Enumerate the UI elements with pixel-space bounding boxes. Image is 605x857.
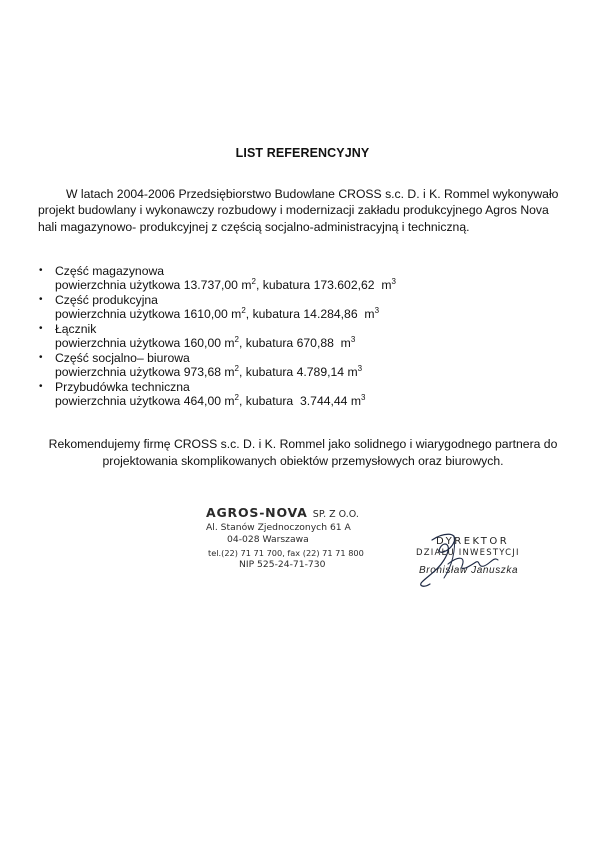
bullet-icon: • bbox=[39, 352, 43, 363]
signature-block bbox=[414, 536, 584, 606]
item-detail: powierzchnia użytkowa 13.737,00 $m^2$, kubatura 173.602,62 $m^3$ bbox=[55, 277, 396, 292]
volume-value: 3.744,44 bbox=[300, 394, 348, 408]
bullet-icon: • bbox=[39, 323, 43, 334]
stamp-company-suffix: SP. Z O.O. bbox=[312, 509, 359, 520]
area-value: 13.737,00 bbox=[183, 278, 238, 292]
stamp-company bbox=[206, 506, 406, 522]
item-detail: powierzchnia użytkowa 1610,00 $m^2$, kubatura 14.284,86 $m^3$ bbox=[55, 306, 380, 321]
building-parts-list bbox=[38, 264, 568, 409]
area-unit: m bbox=[231, 307, 242, 321]
volume-unit-exponent: 3 bbox=[357, 364, 363, 373]
area-unit-exponent: 2 bbox=[251, 277, 256, 286]
volume-label: kubatura bbox=[245, 394, 294, 408]
intro-paragraph: W latach 2004-2006 Przedsiębiorstwo Budowlane CROSS s.c. D. i K. Rommel wykonywało projekt budowlany i wykonawczy rozbudowy i modernizacji zakładu produkcyjnego Agros Nova hali magazynowo- produkcyjnej z częścią socjalno-administracyjną i techniczną. bbox=[38, 187, 559, 234]
item-name: Łącznik bbox=[55, 322, 97, 336]
volume-value: 14.284,86 bbox=[303, 307, 358, 321]
item-name: Część socjalno– biurowa bbox=[55, 351, 190, 365]
signature-printed-name: Bronisław Januszka bbox=[419, 565, 519, 576]
bullet-icon: • bbox=[39, 381, 43, 392]
area-value: 160,00 bbox=[183, 336, 221, 350]
volume-value: 670,88 bbox=[296, 336, 334, 350]
area-unit: m bbox=[224, 394, 235, 408]
area-value: 464,00 bbox=[183, 394, 221, 408]
volume-label: kubatura bbox=[245, 336, 294, 350]
stamp-city: 04-028 Warszawa bbox=[227, 534, 309, 546]
volume-unit: m bbox=[340, 336, 351, 350]
volume-label: kubatura bbox=[252, 307, 300, 321]
area-unit-exponent: 2 bbox=[234, 335, 239, 344]
item-detail: powierzchnia użytkowa 973,68 $m^2$, kubatura 4.789,14 $m^3$ bbox=[55, 364, 363, 379]
letter-title: LIST REFERENCYJNY bbox=[235, 146, 370, 160]
area-value: 973,68 bbox=[183, 365, 221, 379]
item-name: Część produkcyjna bbox=[55, 293, 158, 307]
signature-department: DZIAŁU INWESTYCJI bbox=[416, 548, 520, 558]
volume-unit: m bbox=[381, 278, 392, 292]
area-unit: m bbox=[241, 278, 252, 292]
list-item bbox=[38, 264, 568, 293]
area-label: powierzchnia użytkowa bbox=[55, 365, 181, 379]
area-unit: m bbox=[224, 336, 235, 350]
area-unit-exponent: 2 bbox=[234, 364, 239, 373]
stamp-phone: tel.(22) 71 71 700, fax (22) 71 71 800 bbox=[208, 547, 364, 558]
volume-unit-exponent: 3 bbox=[361, 393, 366, 402]
stamp-address: Al. Stanów Zjednoczonych 61 A bbox=[206, 522, 351, 533]
volume-unit-exponent: 3 bbox=[391, 277, 396, 286]
area-label: powierzchnia użytkowa bbox=[55, 394, 181, 408]
closing-paragraph: Rekomendujemy firmę CROSS s.c. D. i K. Rommel jako solidnego i wiarygodnego partnera do projektowania skomplikowanych obiektów przemysłowych oraz biurowych. bbox=[48, 437, 558, 468]
volume-unit: m bbox=[350, 394, 361, 408]
volume-unit: m bbox=[364, 307, 375, 321]
bullet-icon: • bbox=[39, 265, 43, 276]
area-unit-exponent: 2 bbox=[241, 306, 246, 315]
volume-value: 173.602,62 bbox=[313, 278, 375, 292]
item-name: Przybudówka techniczna bbox=[55, 380, 190, 394]
area-value: 1610,00 bbox=[183, 307, 228, 321]
company-stamp bbox=[206, 506, 406, 572]
list-item bbox=[38, 380, 568, 409]
volume-unit: m bbox=[347, 365, 358, 379]
volume-unit-exponent: 3 bbox=[374, 306, 380, 315]
stamp-company-name: AGROS-NOVA bbox=[206, 505, 308, 520]
area-label: powierzchnia użytkowa bbox=[55, 278, 181, 292]
area-label: powierzchnia użytkowa bbox=[55, 307, 181, 321]
volume-label: kubatura bbox=[245, 365, 294, 379]
signature-title: DYREKTOR bbox=[436, 536, 510, 547]
list-item bbox=[38, 351, 568, 380]
volume-label: kubatura bbox=[262, 278, 311, 292]
list-item bbox=[38, 322, 568, 351]
area-unit: m bbox=[224, 365, 235, 379]
item-detail: powierzchnia użytkowa 464,00 $m^2$, kubatura 3.744,44 $m^3$ bbox=[55, 393, 366, 408]
item-detail: powierzchnia użytkowa 160,00 $m^2$, kubatura 670,88 $m^3$ bbox=[55, 335, 356, 350]
volume-unit-exponent: 3 bbox=[350, 335, 356, 344]
bullet-icon: • bbox=[39, 294, 43, 305]
stamp-nip: NIP 525-24-71-730 bbox=[239, 559, 326, 571]
area-label: powierzchnia użytkowa bbox=[55, 336, 181, 350]
volume-value: 4.789,14 bbox=[296, 365, 345, 379]
handwritten-signature bbox=[414, 526, 514, 606]
item-name: Część magazynowa bbox=[55, 264, 165, 278]
list-item bbox=[38, 293, 568, 322]
area-unit-exponent: 2 bbox=[234, 393, 239, 402]
